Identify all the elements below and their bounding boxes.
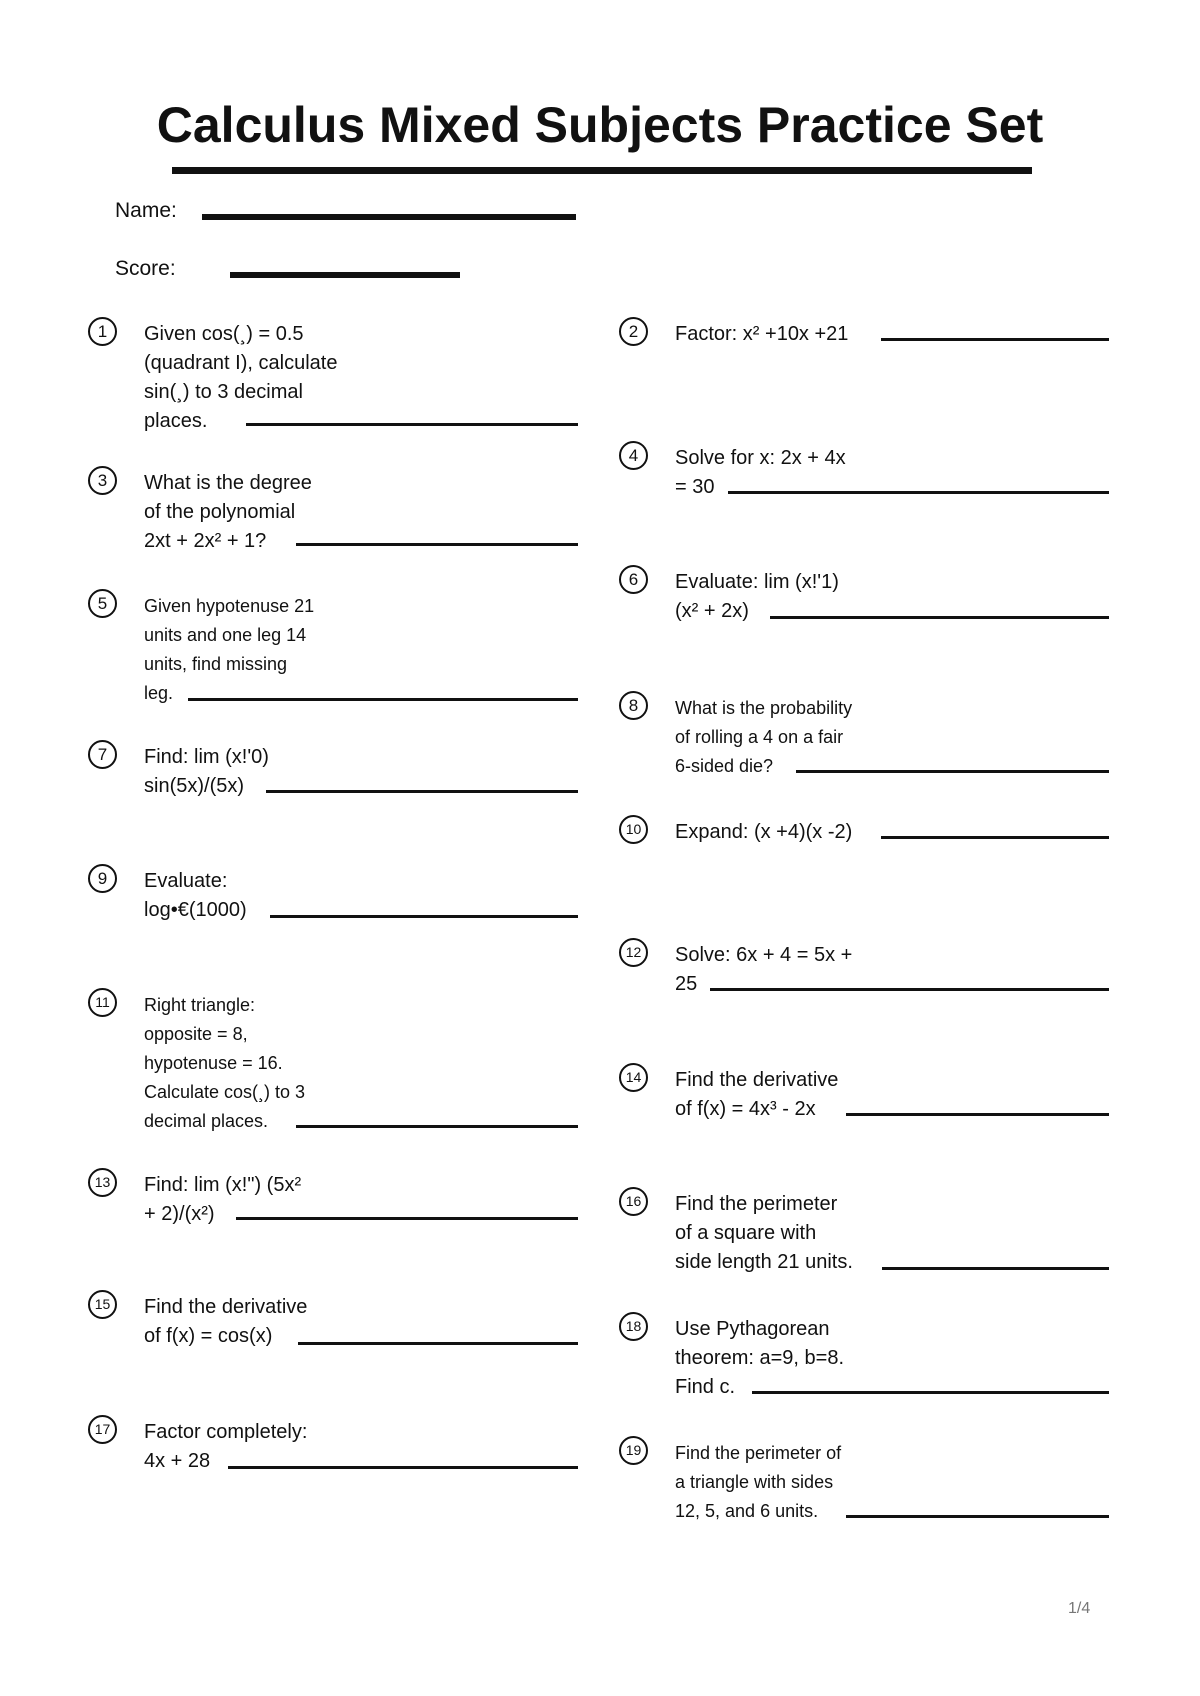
answer-line-17[interactable] [228,1466,578,1469]
question-number: 3 [88,466,117,495]
question-8 [628,694,1115,781]
question-1 [97,320,584,436]
answer-line-16[interactable] [882,1267,1109,1270]
question-5 [97,592,584,708]
answer-line-2[interactable] [881,338,1109,341]
question-number: 7 [88,740,117,769]
score-label: Score: [115,257,176,280]
page-number: 1/4 [1068,1600,1091,1617]
question-number: 11 [88,988,117,1017]
answer-line-14[interactable] [846,1113,1109,1116]
question-text: Evaluate: log•€(1000) [144,870,247,921]
title-underline [172,167,1032,174]
question-13 [94,1171,584,1229]
question-number: 15 [88,1290,117,1319]
answer-line-1[interactable] [246,423,578,426]
answer-line-11[interactable] [296,1125,578,1128]
answer-line-15[interactable] [298,1342,578,1345]
question-18 [625,1315,1115,1402]
question-text: Evaluate: lim (x!'1) (x² + 2x) [675,571,839,622]
answer-line-3[interactable] [296,543,578,546]
question-text: Find the derivative of f(x) = 4x³ - 2x [675,1069,839,1120]
question-number: 5 [88,589,117,618]
question-19 [625,1439,1115,1526]
question-text: Factor: x² +10x +21 [675,323,849,345]
question-number: 12 [619,938,648,967]
name-field[interactable] [202,214,576,220]
question-number: 2 [619,317,648,346]
question-text: Solve for x: 2x + 4x = 30 [675,447,846,498]
question-text: Find the perimeter of a square with side length 21 units. [675,1193,853,1273]
question-text: Factor completely: 4x + 28 [144,1421,308,1472]
answer-line-12[interactable] [710,988,1109,991]
name-label: Name: [115,199,177,222]
answer-line-6[interactable] [770,616,1109,619]
question-number: 8 [619,691,648,720]
answer-line-4[interactable] [728,491,1109,494]
question-text: Find the perimeter of a triangle with sides 12, 5, and 6 units. [675,1443,842,1521]
answer-line-13[interactable] [236,1217,578,1220]
answer-line-19[interactable] [846,1515,1109,1518]
answer-line-18[interactable] [752,1391,1109,1394]
question-number: 14 [619,1063,648,1092]
question-text: What is the degree of the polynomial 2xt + 2x² + 1? [144,472,312,552]
question-text: Find the derivative of f(x) = cos(x) [144,1296,308,1347]
question-text: Solve: 6x + 4 = 5x + 25 [675,944,853,995]
question-number: 4 [619,441,648,470]
question-text: Find: lim (x!") (5x² + 2)/(x²) [144,1174,302,1225]
question-16 [625,1190,1115,1277]
question-text: Use Pythagorean theorem: a=9, b=8. Find c. [675,1318,845,1398]
question-text: Given cos(¸) = 0.5 (quadrant I), calculate sin(¸) to 3 decimal places. [144,323,338,432]
answer-line-9[interactable] [270,915,578,918]
question-text: What is the probability of rolling a 4 on a fair 6-sided die? [675,698,853,776]
question-number: 13 [88,1168,117,1197]
question-text: Right triangle: opposite = 8, hypotenuse = 16. Calculate cos(¸) to 3 decimal places. [144,995,306,1131]
question-10 [625,818,1115,847]
question-text: Given hypotenuse 21 units and one leg 14 units, find missing leg. [144,596,315,703]
question-text: Find: lim (x!'0) sin(5x)/(5x) [144,746,269,797]
question-11 [95,991,584,1136]
answer-line-7[interactable] [266,790,578,793]
question-number: 17 [88,1415,117,1444]
question-number: 18 [619,1312,648,1341]
answer-line-10[interactable] [881,836,1109,839]
question-number: 6 [619,565,648,594]
score-field[interactable] [230,272,460,278]
question-number: 9 [88,864,117,893]
page-title: Calculus Mixed Subjects Practice Set [156,97,1044,153]
question-number: 19 [619,1436,648,1465]
question-number: 10 [619,815,648,844]
question-number: 1 [88,317,117,346]
question-text: Expand: (x +4)(x -2) [675,821,853,843]
question-number: 16 [619,1187,648,1216]
answer-line-8[interactable] [796,770,1109,773]
answer-line-5[interactable] [188,698,578,701]
question-2 [628,320,1115,349]
